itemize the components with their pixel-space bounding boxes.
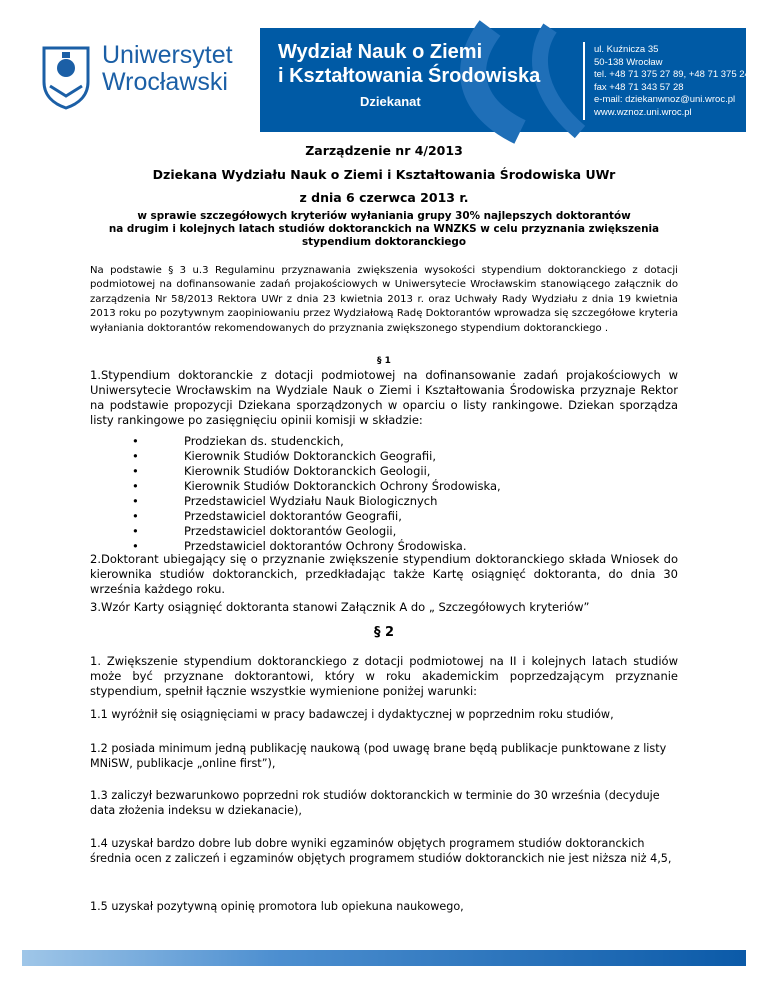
list-item: • Kierownik Studiów Doktoranckich Geologii,: [120, 464, 501, 479]
section-1-paragraph-1: 1.Stypendium doktoranckie z dotacji podmiotowej na dofinansowanie zadań projakościowych w Uniwersytecie Wrocławskim na Wydziale Nauk o Ziemi i Kształtowania Środowiska przyznaje Rektor na podstawie propozycji Dziekana sporządzonych w oparciu o listy rankingowe. Dziekan sporządza listy rankingowe po zasięgnięciu opinii komisji w składzie:: [90, 368, 678, 427]
contact-info: ul. Kuźnicza 35 50-138 Wrocław tel. +48 71 375 27 89, +48 71 375 24 62 fax +48 71 343 57 28 e-mail: dziekanwnoz@uni.wroc.pl www.wznoz.uni.wroc.pl: [594, 44, 764, 118]
letterhead: [22, 28, 764, 132]
list-item: • Przedstawiciel doktorantów Geografii,: [120, 509, 501, 524]
condition-1-1: 1.1 wyróżnił się osiągnięciami w pracy badawczej i dydaktycznej w poprzednim roku studiów,: [90, 708, 614, 721]
university-crest-icon: [40, 42, 92, 110]
document-title: Zarządzenie nr 4/2013: [305, 143, 463, 158]
list-item: • Przedstawiciel Wydziału Nauk Biologicznych: [120, 494, 501, 509]
banner-divider: [583, 42, 585, 120]
university-name: Uniwersytet Wrocławski: [102, 41, 233, 96]
list-item: • Kierownik Studiów Doktoranckich Ochrony Środowiska,: [120, 479, 501, 494]
faculty-name: Wydział Nauk o Ziemi i Kształtowania Środowiska: [278, 41, 541, 87]
condition-1-3: 1.3 zaliczył bezwarunkowo poprzedni rok studiów doktoranckich w terminie do 30 września (decyduje data złożenia indeksu w dziekanacie),: [90, 789, 660, 817]
section-1-paragraph-3: 3.Wzór Karty osiągnięć doktoranta stanowi Załącznik A do „ Szczegółowych kryteriów”: [90, 600, 590, 614]
committee-list: [120, 434, 501, 554]
list-item: • Przedstawiciel doktorantów Ochrony Środowiska.: [120, 539, 501, 554]
document-subject: w sprawie szczegółowych kryteriów wyłaniania grupy 30% najlepszych doktorantów na drugim i kolejnych latach studiów doktoranckich na WNZKS w celu przyznania zwiększenia stypendium doktoranckiego: [108, 210, 660, 248]
legal-basis-paragraph: Na podstawie § 3 u.3 Regulaminu przyznawania zwiększenia wysokości stypendium doktoranckiego z dotacji podmiotowej na dofinansowanie zadań projakościowych w Uniwersytecie Wrocławskim stanowiącego załącznik do zarządzenia Nr 58/2013 Rektora UWr z dnia 23 kwietnia 2013 r. oraz Uchwały Rady Wydziału z dnia 19 kwietnia 2013 roku po pozytywnym zaopiniowaniu przez Wydziałową Radę Doktorantów wprowadza się szczegółowe kryteria wyłaniania doktorantów rekomendowanych do przyznania zwiększonego stypendium doktoranckiego .: [90, 265, 678, 334]
section-2-paragraph-1: 1. Zwiększenie stypendium doktoranckiego z dotacji podmiotowej na II i kolejnych latach studiów może być przyznane doktorantowi, który w roku akademickim poprzedzającym przyznanie stypendium, spełnił łącznie wszystkie wymienione poniżej warunki:: [90, 654, 678, 698]
faculty-banner: [260, 28, 764, 132]
document-date: z dnia 6 czerwca 2013 r.: [299, 190, 469, 205]
website-link[interactable]: www.wznoz.uni.wroc.pl: [594, 106, 692, 118]
footer-bar: [22, 950, 746, 966]
condition-1-2: 1.2 posiada minimum jedną publikację naukową (pod uwagę brane będą publikacje punktowane z listy MNiSW, publikacje „online first”),: [90, 742, 667, 770]
list-item: • Przedstawiciel doktorantów Geologii,: [120, 524, 501, 539]
email-link[interactable]: e-mail: dziekanwnoz@uni.wroc.pl: [594, 94, 736, 105]
condition-1-5: 1.5 uzyskał pozytywną opinię promotora lub opiekuna naukowego,: [90, 900, 464, 913]
document-issuer: Dziekana Wydziału Nauk o Ziemi i Kształtowania Środowiska UWr: [152, 167, 616, 182]
section-1-paragraph-2: 2.Doktorant ubiegający się o przyznanie zwiększenie stypendium doktoranckiego składa Wniosek do kierownika studiów doktoranckich, przedkładając także Kartę osiągnięć doktoranta, do dnia 30 września każdego roku.: [90, 552, 678, 596]
condition-1-4: 1.4 uzyskał bardzo dobre lub dobre wyniki egzaminów objętych programem studiów doktoranckich średnia ocen z zaliczeń i egzaminów objętych programem studiów doktoranckich nie jest niższa niż 4,5,: [90, 837, 672, 865]
list-item: • Kierownik Studiów Doktoranckich Geografii,: [120, 449, 501, 464]
university-logo: [22, 28, 260, 132]
section-2-heading: § 2: [373, 625, 395, 640]
department-name: Dziekanat: [360, 94, 421, 109]
section-1-heading: § 1: [377, 356, 391, 366]
list-item: • Prodziekan ds. studenckich,: [120, 434, 501, 449]
